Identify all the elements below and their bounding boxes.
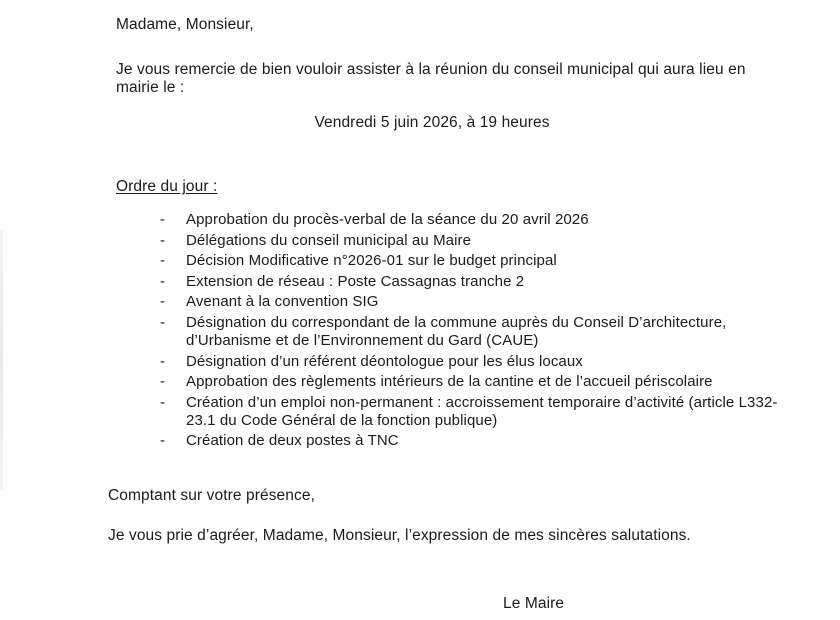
agenda-item-text-cont: d’Urbanisme et de l’Environnement du Gard (CAUE) — [186, 331, 539, 349]
list-dash: - — [160, 252, 166, 270]
list-dash: - — [160, 231, 166, 249]
list-dash: - — [160, 432, 166, 450]
list-dash: - — [160, 293, 166, 311]
agenda-item-text: Désignation du correspondant de la commune auprès du Conseil D’architecture, — [186, 313, 727, 331]
agenda-item — [0, 394, 840, 430]
agenda-title: Ordre du jour : — [116, 178, 218, 195]
greeting: Madame, Monsieur, — [116, 16, 254, 33]
agenda-item — [0, 273, 840, 291]
agenda-item — [0, 314, 840, 350]
agenda-item-text-cont: 23.1 du Code Général de la fonction publique) — [186, 411, 498, 429]
intro-line-2: mairie le : — [116, 79, 185, 96]
list-dash: - — [160, 352, 166, 370]
agenda-item-text: Approbation du procès-verbal de la séance du 20 avril 2026 — [186, 211, 589, 228]
list-dash: - — [160, 393, 166, 411]
agenda-item — [0, 353, 840, 371]
agenda-item-text: Décision Modificative n°2026-01 sur le budget principal — [186, 252, 557, 270]
list-dash: - — [160, 373, 166, 391]
agenda-item-text: Délégations du conseil municipal au Maire — [186, 231, 472, 249]
agenda-item — [0, 432, 840, 450]
agenda-item-text: Extension de réseau : Poste Cassagnas tranche 2 — [186, 272, 525, 290]
intro-line-1: Je vous remercie de bien vouloir assister à la réunion du conseil municipal qui aura lieu en — [116, 61, 746, 78]
agenda-item-text: Création d’un emploi non-permanent : accroissement temporaire d’activité (article L332- — [186, 393, 778, 411]
agenda-item-text: Approbation des règlements intérieurs de la cantine et de l’accueil périscolaire — [186, 373, 713, 391]
list-dash: - — [160, 313, 166, 331]
meeting-date: Vendredi 5 juin 2026, à 19 heures — [314, 114, 550, 131]
agenda-item — [0, 252, 840, 270]
agenda-item — [0, 211, 840, 229]
agenda-item — [0, 373, 840, 391]
list-dash: - — [160, 272, 166, 290]
closing-line: Comptant sur votre présence, — [108, 487, 315, 504]
agenda-item — [0, 293, 840, 311]
agenda-item — [0, 232, 840, 250]
list-dash: - — [160, 211, 166, 228]
signature: Le Maire — [503, 595, 565, 612]
agenda-list — [0, 211, 840, 453]
agenda-item-text: Création de deux postes à TNC — [186, 432, 399, 450]
agenda-item-text: Désignation d’un référent déontologue pour les élus locaux — [186, 352, 583, 370]
salutation-line: Je vous prie d’agréer, Madame, Monsieur, l’expression de mes sincères salutations. — [108, 527, 691, 544]
agenda-item-text: Avenant à la convention SIG — [186, 293, 379, 311]
